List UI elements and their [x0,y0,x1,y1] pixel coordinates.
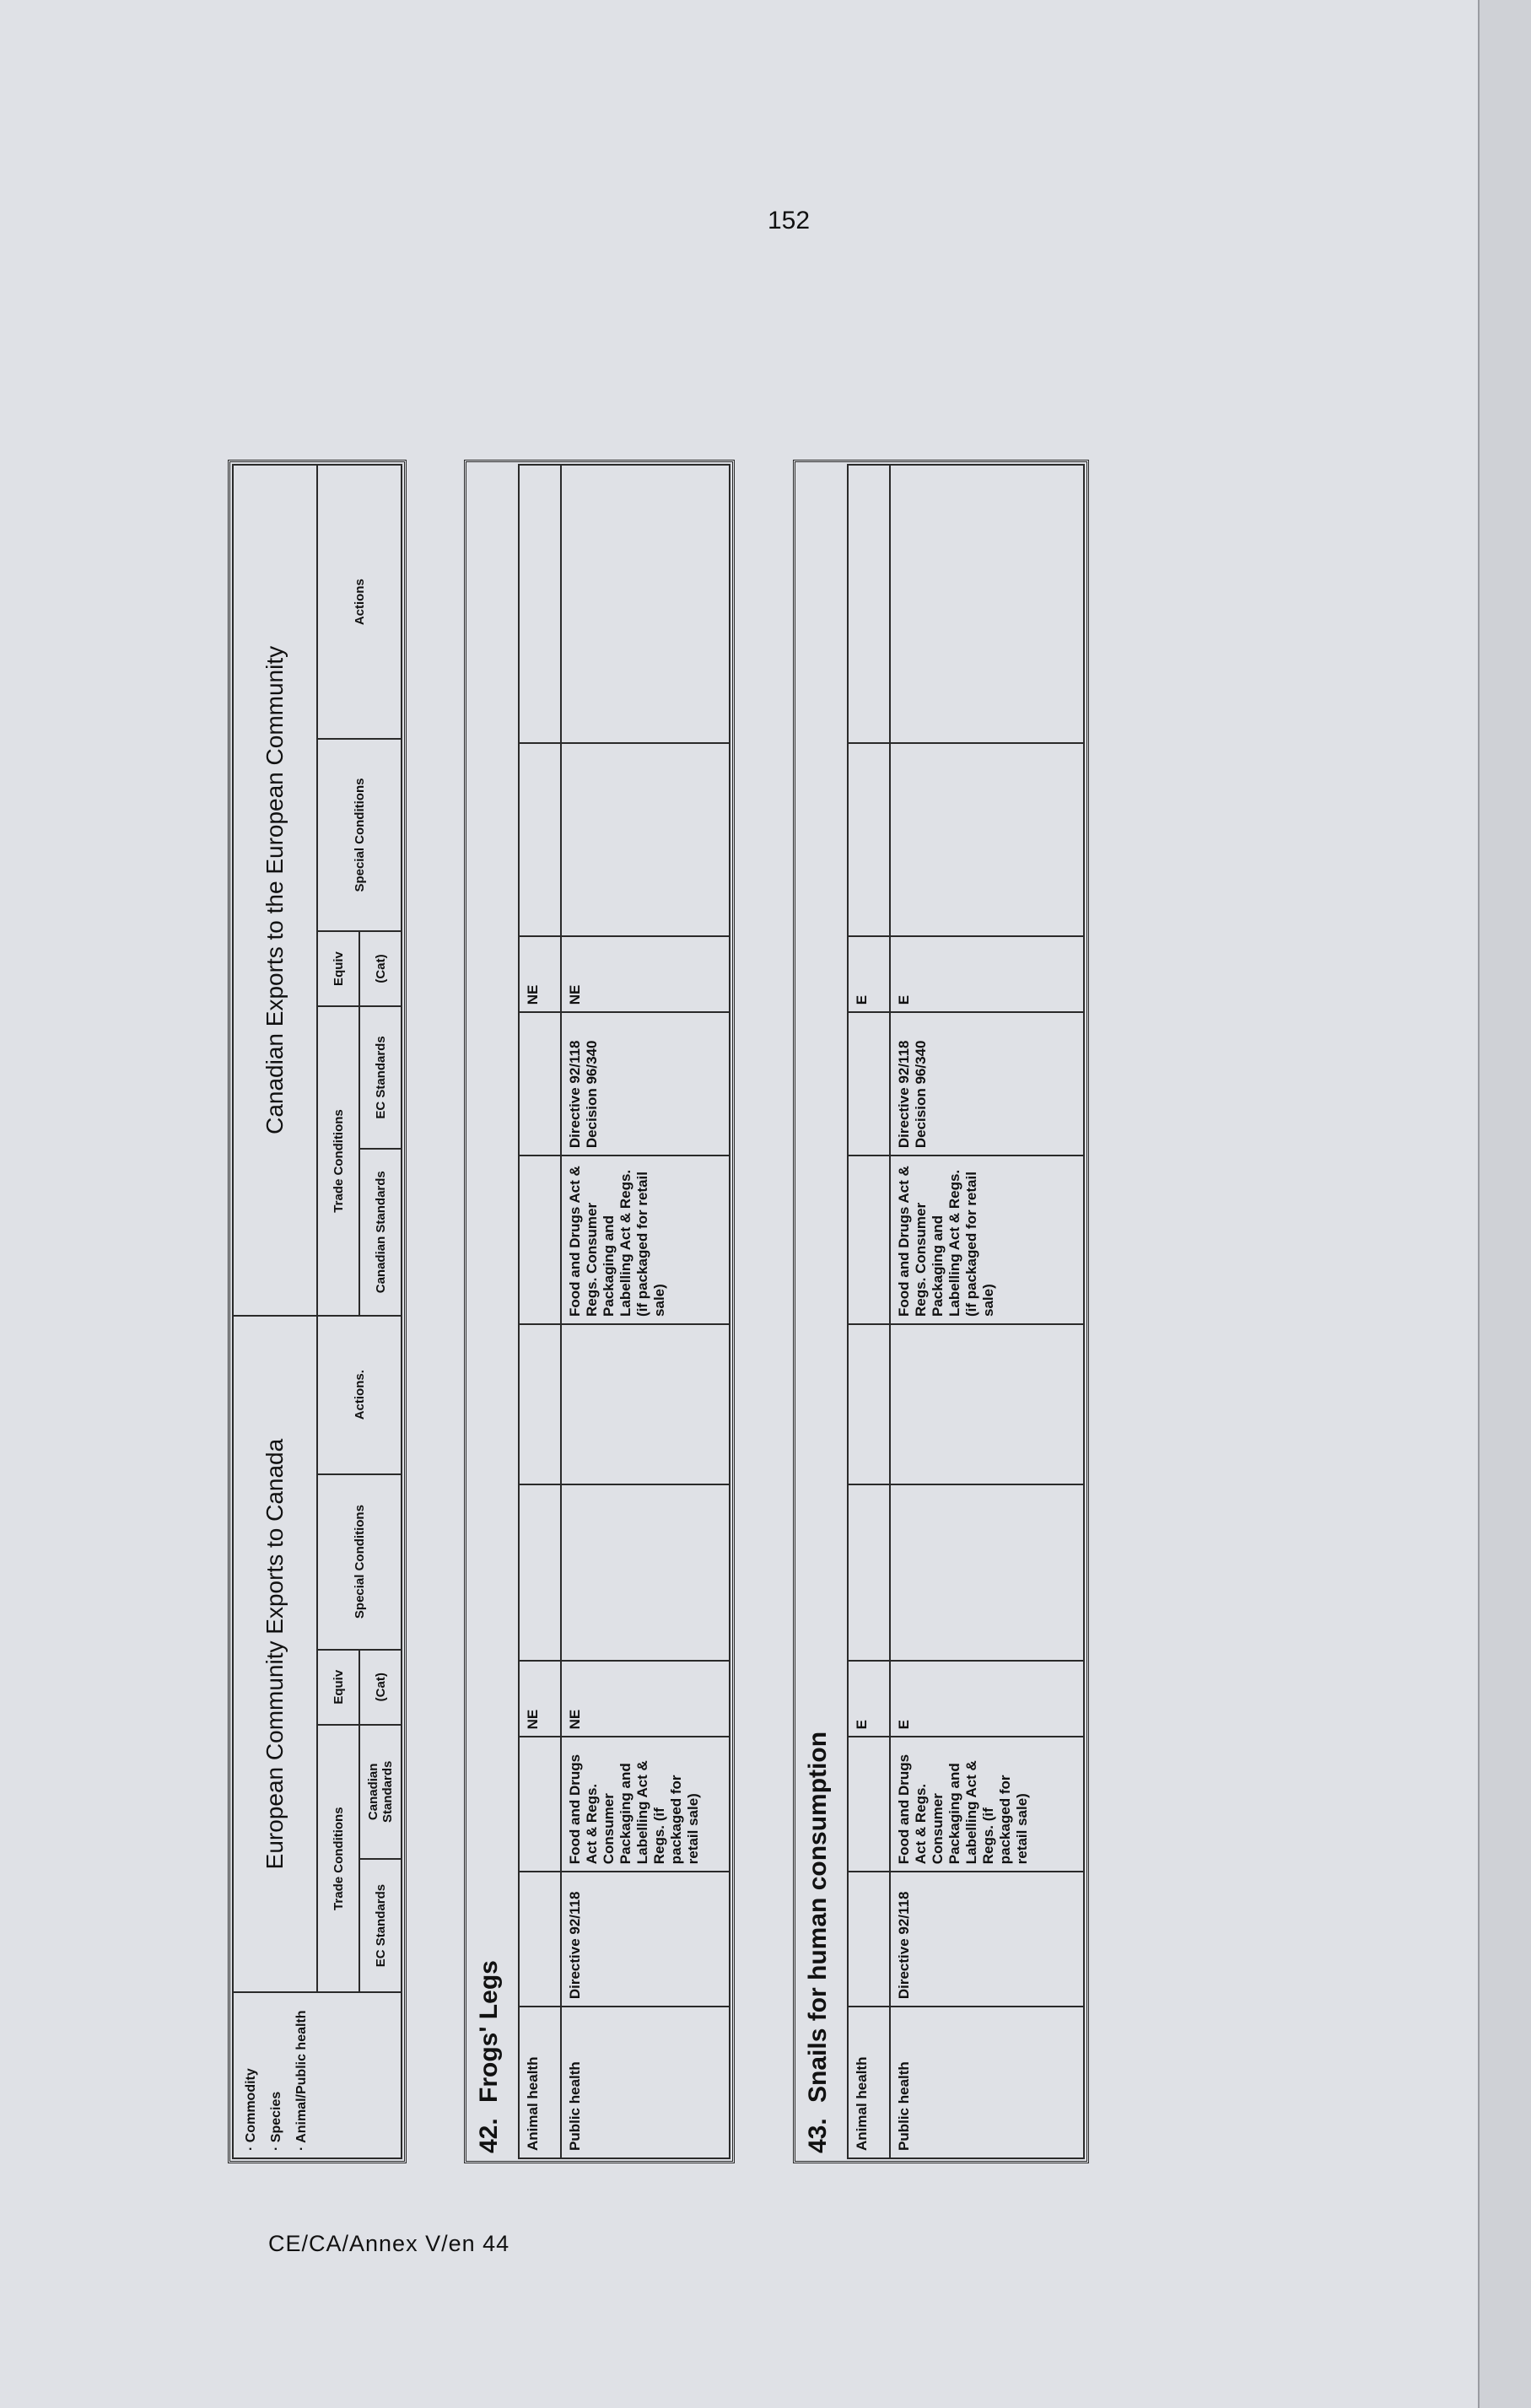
cell-equiv: NE [519,1661,561,1737]
cell-special [890,1484,1084,1662]
cell-equiv: NE [519,936,561,1012]
rotated-table-area [232,455,1033,2159]
cell-ec-standards [848,1012,890,1156]
label-commodity: · Commodity [244,2068,258,2151]
cell-actions [848,465,890,743]
cell-ec-standards: Directive 92/118 [890,1872,1084,2007]
cell-ec-standards [848,1872,890,2007]
cell-special [519,1484,561,1662]
cell-canadian-standards [519,1156,561,1324]
cell-actions [890,465,1084,743]
cell-equiv: E [848,1661,890,1737]
cell-equiv: NE [561,936,730,1012]
ca-ec-standards: EC Standards [359,1006,402,1149]
cell-equiv: E [890,936,1084,1012]
header-left-labels [233,1992,402,2158]
eu-special-conditions: Special Conditions [317,1474,402,1650]
table-row [848,465,890,2158]
label-animal-public-health: · Animal/Public health [294,2010,309,2151]
ca-trade-conditions: Trade Conditions [317,1006,359,1316]
cell-equiv: NE [561,1661,730,1737]
eu-equiv: Equiv [317,1650,359,1725]
cell-actions [890,1324,1084,1484]
section-table-snails [797,464,1085,2159]
cell-canadian-standards [519,1737,561,1872]
label-species: · Species [269,2091,283,2151]
ca-canadian-standards: Canadian Standards [359,1149,402,1316]
cell-ec-standards: Directive 92/118 [561,1872,730,2007]
row-label: Public health [561,2007,730,2158]
eu-trade-conditions: Trade Conditions [317,1725,359,1992]
cell-ec-standards: Directive 92/118 Decision 96/340 [561,1012,730,1156]
cell-special [848,743,890,937]
footer-reference: CE/CA/Annex V/en 44 [268,2231,510,2256]
page-number: 152 [767,207,811,234]
section-table-frogs-legs [468,464,730,2159]
table-row [890,465,1084,2158]
cell-special [890,743,1084,937]
page-edge [1478,0,1531,2408]
cell-canadian-standards [848,1737,890,1872]
row-label: Animal health [848,2007,890,2158]
eu-cat: (Cat) [359,1650,402,1725]
ca-cat: (Cat) [359,931,402,1006]
cell-actions [519,465,561,743]
cell-canadian-standards [848,1156,890,1324]
cell-special [561,1484,730,1662]
cell-canadian-standards: Food and Drugs Act & Regs. Consumer Packaging and Labelling Act & Regs. (if packaged for retail sale) [890,1156,1084,1324]
cell-actions [519,1324,561,1484]
canada-to-eu-title: Canadian Exports to the European Community [233,465,317,1316]
cell-special [848,1484,890,1662]
cell-ec-standards [519,1872,561,2007]
cell-special [561,743,730,937]
header-table [232,464,402,2159]
cell-ec-standards [519,1012,561,1156]
eu-ec-standards: EC Standards [359,1859,402,1993]
row-label: Animal health [519,2007,561,2158]
cell-canadian-standards: Food and Drugs Act & Regs. Consumer Packaging and Labelling Act & Regs. (if packaged for retail sale) [561,1156,730,1324]
section-title: 42.Frogs' Legs [475,1960,503,2153]
cell-canadian-standards: Food and Drugs Act & Regs. Consumer Packaging and Labelling Act & Regs. (if packaged for retail sale) [561,1737,730,1872]
table-row [561,465,730,2158]
cell-equiv: E [848,936,890,1012]
eu-canadian-standards: Canadian Standards [359,1725,402,1859]
eu-actions: Actions. [317,1316,402,1474]
cell-equiv: E [890,1661,1084,1737]
ca-equiv: Equiv [317,931,359,1006]
cell-actions [561,465,730,743]
ca-special-conditions: Special Conditions [317,739,402,931]
cell-actions [561,1324,730,1484]
table-row [519,465,561,2158]
cell-actions [848,1324,890,1484]
section-title: 43.Snails for human consumption [804,1731,832,2153]
row-label: Public health [890,2007,1084,2158]
cell-ec-standards: Directive 92/118 Decision 96/340 [890,1012,1084,1156]
cell-special [519,743,561,937]
ca-actions: Actions [317,465,402,739]
cell-canadian-standards: Food and Drugs Act & Regs. Consumer Packaging and Labelling Act & Regs. (if packaged for retail sale) [890,1737,1084,1872]
eu-to-canada-title: European Community Exports to Canada [233,1316,317,1993]
